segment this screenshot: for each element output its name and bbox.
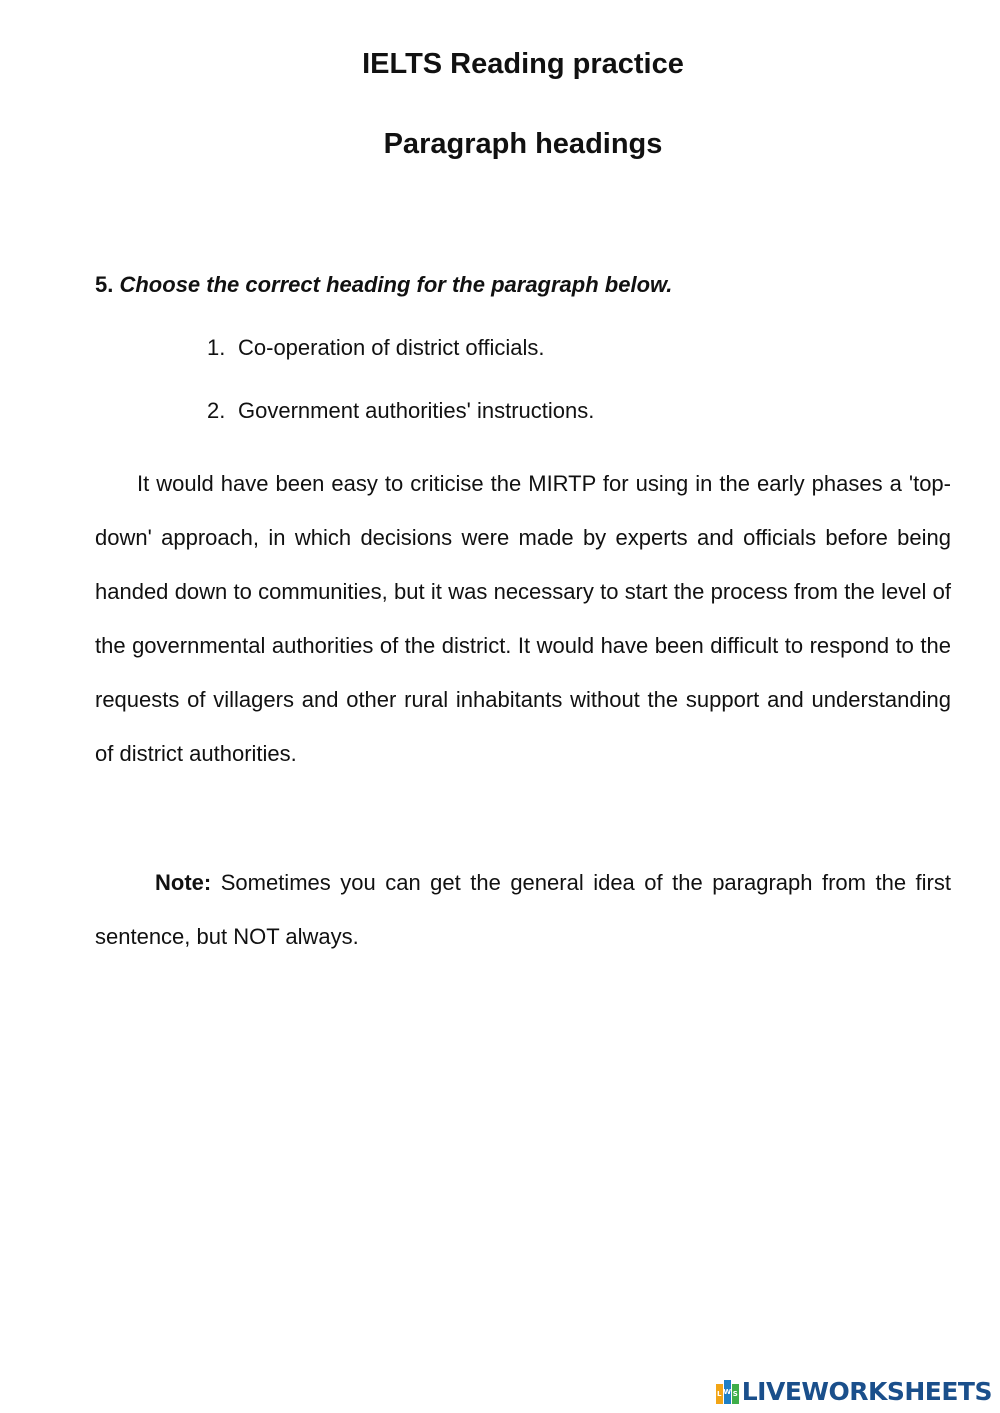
liveworksheets-logo	[716, 1379, 992, 1405]
page-subtitle: Paragraph headings	[383, 128, 663, 160]
liveworksheets-mark-icon	[716, 1380, 740, 1404]
note-label: Note:	[155, 870, 212, 895]
note	[95, 856, 951, 964]
heading-option	[207, 397, 594, 425]
mark-letter: S	[732, 1384, 739, 1404]
question-instruction-text: Choose the correct heading for the paragraph below.	[119, 272, 673, 297]
mark-letter: L	[716, 1384, 723, 1404]
option-text: Government authorities' instructions.	[238, 398, 595, 423]
option-number: 1.	[207, 335, 226, 360]
note-text: Sometimes you can get the general idea of the paragraph from the first sentence, but NOT always.	[95, 870, 951, 949]
option-text: Co-operation of district officials.	[238, 335, 545, 360]
mark-letter: W	[724, 1380, 731, 1404]
option-number: 2.	[207, 398, 226, 423]
reading-paragraph: It would have been easy to criticise the MIRTP for using in the early phases a 'top-down' approach, in which decisions were made by experts and officials before being handed down to communities, but it was necessary to start the process from the level of the governmental authorities of the district. It would have been difficult to respond to the requests of villagers and other rural inhabitants without the support and understanding of district authorities.	[95, 471, 951, 766]
heading-options-list	[207, 334, 594, 460]
heading-option	[207, 334, 594, 362]
question-number: 5.	[95, 272, 114, 297]
question-instruction	[95, 271, 672, 299]
page-title: IELTS Reading practice	[362, 48, 684, 80]
logo-text: LIVEWORKSHEETS	[741, 1377, 992, 1406]
